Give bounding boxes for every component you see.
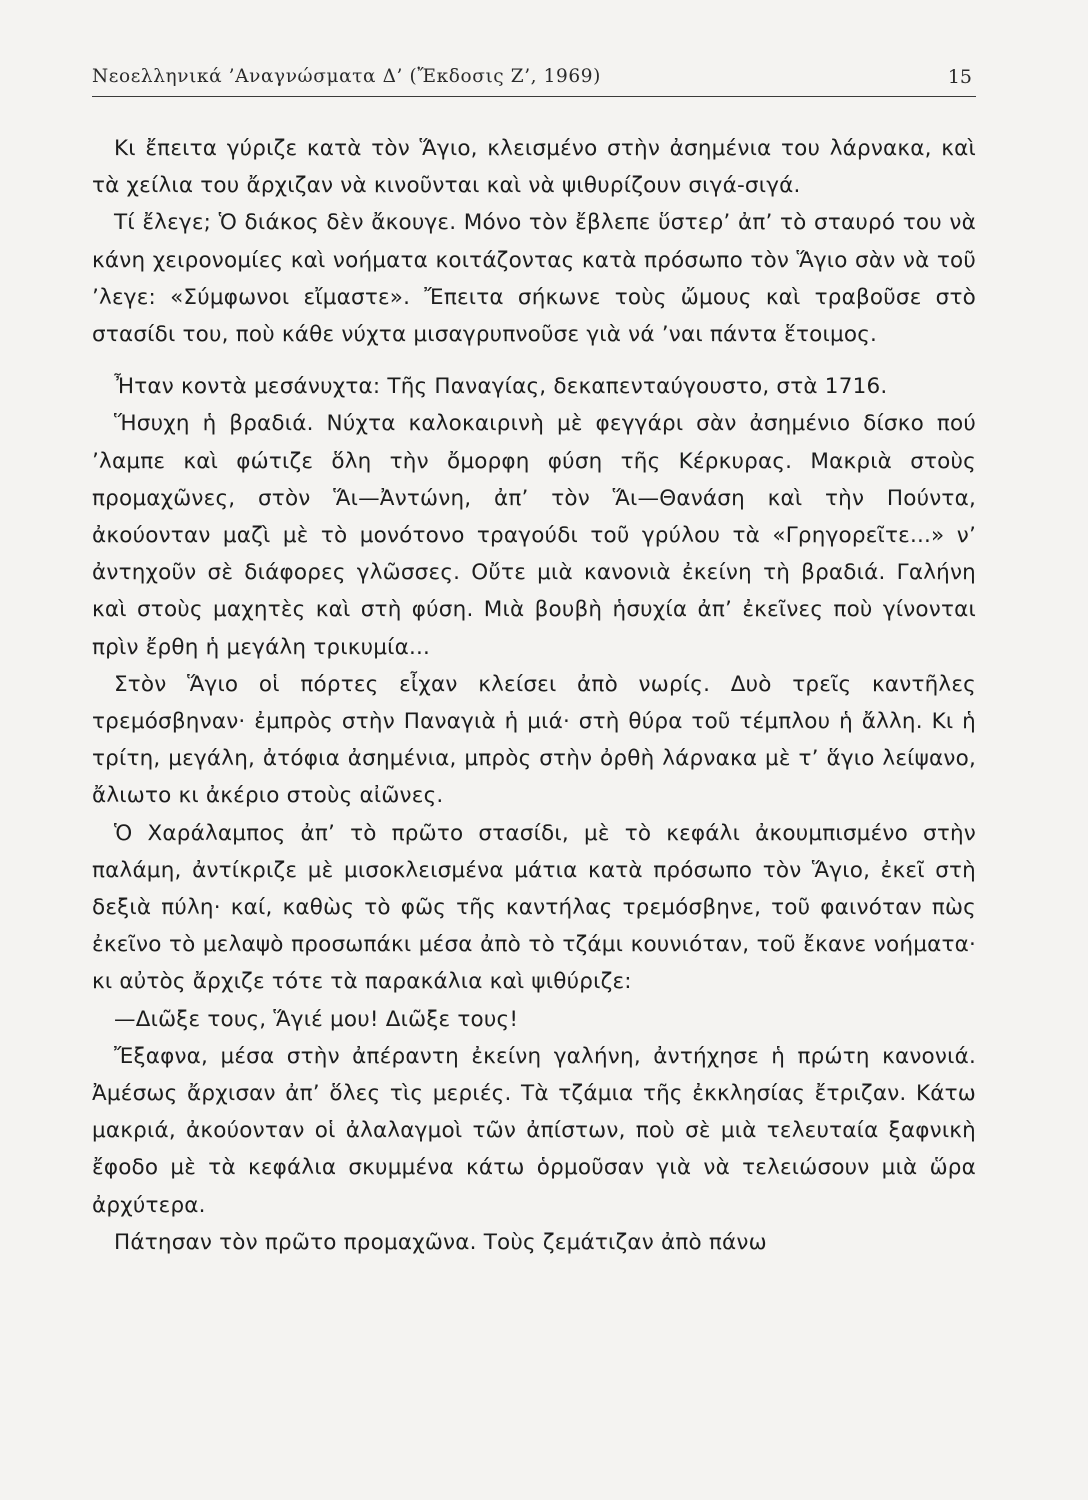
paragraph-7: —Διῶξε τους, Ἅγιέ μου! Διῶξε τους! xyxy=(114,1006,519,1032)
paragraph-4: Ἥσυχη ἡ βραδιά. Νύχτα καλοκαιρινὴ μὲ φεγγάρι σὰν ἀσημένιο δίσκο πού ’λαμπε καὶ φώτιζε ὅλη τὴν ὄμορφη φύση τῆς Κέρκυρας. Μακριὰ στοὺς προμαχῶνες, στὸν Ἅι—Ἀντώνη, ἀπ’ τὸν Ἅι—Θανάση καὶ τὴν Πούντα, ἀκούονταν μαζὶ μὲ τὸ μονότονο τραγούδι τοῦ γρύλου τὰ «Γρηγορεῖτε...» ν’ ἀντηχοῦν σὲ διάφορες γλῶσσες. Οὔτε μιὰ κανονιὰ ἐκείνη τὴ βραδιά. Γαλήνη καὶ στοὺς μαχητὲς καὶ στὴ φύση. Μιὰ βουβὴ ἡσυχία ἀπ’ ἐκεῖνες ποὺ γίνονται πρὶν ἔρθη ἡ μεγάλη τρικυμία... xyxy=(92,411,976,660)
paragraph-1: Κι ἔπειτα γύριζε κατὰ τὸν Ἅγιο, κλεισμένο στὴν ἀσημένια του λάρνακα, καὶ τὰ χείλια του ἄρχιζαν νὰ κινοῦνται καὶ νὰ ψιθυρίζουν σιγά-σιγά. xyxy=(92,136,976,199)
paragraph-2: Τί ἔλεγε; Ὁ διάκος δὲν ἄκουγε. Μόνο τὸν ἔβλεπε ὕστερ’ ἀπ’ τὸ σταυρό του νὰ κάνη χειρονομίες καὶ νοήματα κοιτάζοντας κατὰ πρόσωπο τὸν Ἅγιο σὰν νὰ τοῦ ’λεγε: «Σύμφωνοι εἴμαστε». Ἔπειτα σήκωνε τοὺς ὤμους καὶ τραβοῦσε στὸ στασίδι του, ποὺ κάθε νύχτα μισαγρυπνοῦσε γιὰ νά ’ναι πάντα ἕτοιμος. xyxy=(92,210,976,348)
body-text xyxy=(92,130,976,1261)
paragraph-3: Ἦταν κοντὰ μεσάνυχτα: Τῆς Παναγίας, δεκαπενταύγουστο, στὰ 1716. xyxy=(114,374,888,400)
paragraph-8: Ἔξαφνα, μέσα στὴν ἀπέραντη ἐκείνη γαλήνη, ἀντήχησε ἡ πρώτη κανονιά. Ἀμέσως ἄρχισαν ἀπ’ ὅλες τὶς μεριές. Τὰ τζάμια τῆς ἐκκλησίας ἔτριζαν. Κάτω μακριά, ἀκούονταν οἱ ἀλαλαγμοὶ τῶν ἀπίστων, ποὺ σὲ μιὰ τελευταία ξαφνικὴ ἔφοδο μὲ τὰ κεφάλια σκυμμένα κάτω ὁρμοῦσαν γιὰ νὰ τελειώσουν μιὰ ὥρα ἀρχύτερα. xyxy=(92,1043,976,1218)
running-header xyxy=(92,66,976,97)
paragraph-9: Πάτησαν τὸν πρῶτο προμαχῶνα. Τοὺς ζεμάτιζαν ἀπὸ πάνω xyxy=(114,1229,767,1255)
paragraph-5: Στὸν Ἅγιο οἱ πόρτες εἶχαν κλείσει ἀπὸ νωρίς. Δυὸ τρεῖς καντῆλες τρεμόσβηναν· ἐμπρὸς στὴν Παναγιὰ ἡ μιά· στὴ θύρα τοῦ τέμπλου ἡ ἄλλη. Κι ἡ τρίτη, μεγάλη, ἀτόφια ἀσημένια, μπρὸς στὴν ὀρθὴ λάρνακα μὲ τ’ ἅγιο λείψανο, ἄλιωτο κι ἀκέριο στοὺς αἰῶνες. xyxy=(92,671,976,809)
paragraph-6: Ὁ Χαράλαμπος ἀπ’ τὸ πρῶτο στασίδι, μὲ τὸ κεφάλι ἀκουμπισμένο στὴν παλάμη, ἀντίκριζε μὲ μισοκλεισμένα μάτια κατὰ πρόσωπο τὸν Ἅγιο, ἐκεῖ στὴ δεξιὰ πύλη· καί, καθὼς τὸ φῶς τῆς καντήλας τρεμόσβηνε, τοῦ φαινόταν πὼς ἐκεῖνο τὸ μελαψὸ προσωπάκι μέσα ἀπὸ τὸ τζάμι κουνιόταν, τοῦ ἔκανε νοήματα· κι αὐτὸς ἄρχιζε τότε τὰ παρακάλια καὶ ψιθύριζε: xyxy=(92,820,976,995)
page-number: 15 xyxy=(947,66,972,88)
header-title: Νεοελληνικά ’Αναγνώσματα Δ’ (Ἔκδοσις Ζ’, 1969) xyxy=(92,66,601,87)
